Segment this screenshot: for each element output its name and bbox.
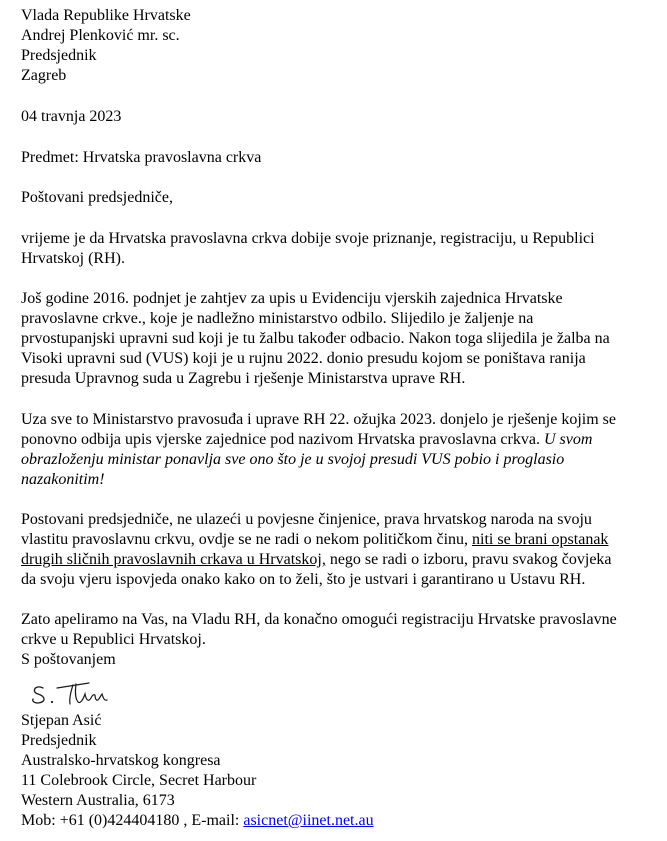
sender-address: Western Australia, 6173 [21, 792, 175, 809]
sender-organization: Australsko-hrvatskog kongresa [21, 752, 221, 769]
paragraph-line: prvostupanjski upravni sud koji je tu žalbu također odbacio. Nakon toga slijedila je žalba na [21, 330, 610, 347]
paragraph-line: da svoju vjeru ispovjeda onako kako on to želi, što je ustvari i garantirano u Ustavu RH. [21, 571, 586, 588]
salutation: Poštovani predsjedniče, [21, 189, 173, 206]
email-link[interactable]: asicnet@iinet.net.au [243, 812, 374, 829]
paragraph-line: Uza sve to Ministarstvo pravosuđa i uprave RH 22. ožujka 2023. donjelo je rješenje kojim se [21, 411, 616, 428]
italic-text: U svom [543, 431, 593, 448]
sender-name: Stjepan Asić [21, 712, 102, 729]
text-run: vlastitu pravoslavnu crkvu, ovdje se ne radi o nekom političkom činu, [21, 531, 473, 548]
signature-image [29, 678, 139, 708]
paragraph-line: Hrvatskoj (RH). [21, 250, 125, 267]
italic-text: obrazloženju ministar ponavlja sve ono što je u svojoj presudi VUS pobio i proglasio [21, 451, 565, 468]
contact-label: Mob: +61 (0)424404180 , E-mail: [21, 812, 244, 829]
sender-address: 11 Colebrook Circle, Secret Harbour [21, 772, 257, 789]
recipient-line: Zagreb [21, 67, 67, 84]
subject-line: Predmet: Hrvatska pravoslavna crkva [21, 149, 262, 166]
underlined-text: drugih sličnih pravoslavnih crkava u Hrvatskoj, [21, 551, 326, 568]
recipient-line: Vlada Republike Hrvatske [21, 7, 191, 24]
sender-contact [21, 811, 374, 830]
paragraph-line: Još godine 2016. podnjet je zahtjev za upis u Evidenciju vjerskih zajednica Hrvatske [21, 290, 563, 307]
recipient-line: Andrej Plenković mr. sc. [21, 27, 180, 44]
text-run: nego se radi o izboru, pravu svakog čovjeka [325, 551, 612, 568]
paragraph-line: presuda Upravnog suda u Zagrebu i rješenje Ministarstva uprave RH. [21, 370, 466, 387]
paragraph-line: vrijeme je da Hrvatska pravoslavna crkva dobije svoje priznanje, registraciju, u Republici [21, 230, 595, 247]
closing: S poštovanjem [21, 651, 116, 668]
paragraph-line: Postovani predsjedniče, ne ulazeći u povjesne činjenice, prava hrvatskog naroda na svoju [21, 511, 592, 528]
letter-date: 04 travnja 2023 [21, 108, 122, 125]
paragraph-line [21, 550, 612, 569]
underlined-text: niti se brani opstanak [472, 531, 609, 548]
italic-text: nazakonitim! [21, 471, 105, 488]
recipient-line: Predsjednik [21, 47, 97, 64]
paragraph-line: Zato apeliramo na Vas, na Vladu RH, da konačno omogući registraciju Hrvatske pravoslavne [21, 611, 617, 628]
paragraph-line: Visoki upravni sud (VUS) koji je u rujnu 2022. donio presudu kojom se poništava ranija [21, 350, 586, 367]
paragraph-line: crkve u Republici Hrvatskoj. [21, 631, 206, 648]
paragraph-line [21, 430, 592, 449]
paragraph-line: pravoslavne crkve., koje je nadležno ministarstvo odbilo. Slijedilo je žaljenje na [21, 310, 534, 327]
text-run: ponovno odbija upis vjerske zajednice pod nazivom Hrvatska pravoslavna crkva. [21, 431, 544, 448]
sender-title: Predsjednik [21, 732, 97, 749]
paragraph-line [21, 530, 608, 549]
